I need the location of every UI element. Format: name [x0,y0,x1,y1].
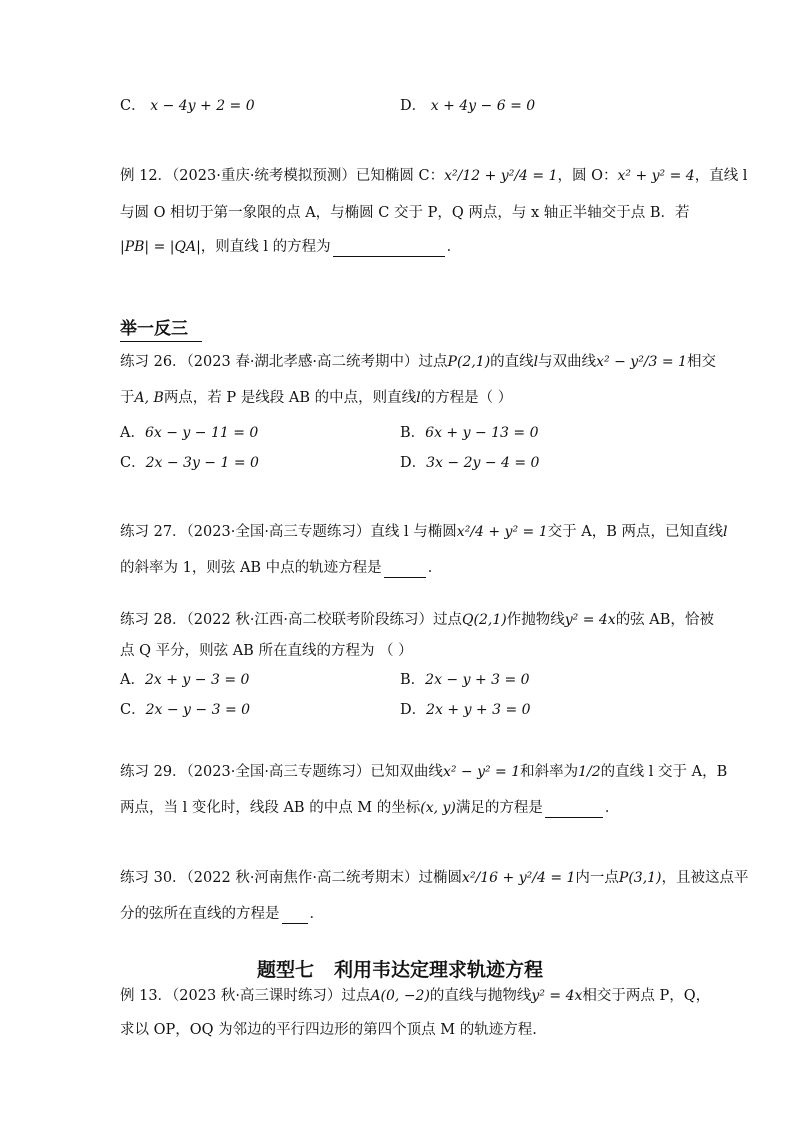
ellipse-formula: x²/12 + y²/4 = 1 [444,168,558,184]
practice-28-option-c[interactable] [120,700,250,720]
option-label: C． [120,455,146,471]
point-formula: Q(2,1) [462,612,507,628]
line-symbol: l [722,524,728,540]
text: 两点，若 P 是线段 AB 的中点，则直线 [163,390,417,406]
option-label: B． [400,672,426,688]
text: ． [604,800,620,816]
practice-28-option-a[interactable] [120,670,249,690]
practice-27-line-2 [120,558,442,578]
text: ，且被这点平 [661,870,749,886]
heading-part-2: 利用韦达定理求轨迹方程 [334,959,544,981]
text: ，圆 O： [557,168,618,184]
text: 练习 30．（2022 秋·河南焦作·高二统考期末）过椭圆 [120,870,463,886]
option-label: B． [400,425,426,441]
option-label: D． [400,455,427,471]
option-formula: 2x − 3y − 1 = 0 [145,455,259,471]
text: ． [446,239,462,255]
example-13-line-1 [120,986,710,1006]
text: 和斜率为 [520,764,579,780]
text: ． [427,560,443,576]
example-12-line-3 [120,237,461,257]
text: ，则直线 l 的方程为 [200,239,331,255]
parabola-formula: y² = 4x [531,988,583,1004]
text: 练习 28．（2022 秋·江西·高二校联考阶段练习）过点 [120,612,463,628]
practice-26-line-1 [120,352,716,372]
option-label: A． [120,672,145,688]
practice-28-line-1 [120,610,714,630]
practice-26-option-b[interactable] [400,423,538,443]
text: 的直线 l 交于 A，B [600,764,728,780]
option-formula: 6x − y − 11 = 0 [144,425,259,441]
example-13-line-2: 求以 OP，OQ 为邻边的平行四边形的第四个顶点 M 的轨迹方程. [120,1022,537,1038]
slope-fraction: 1/2 [578,764,601,780]
text: 练习 27．（2023·全国·高三专题练习）直线 l 与椭圆 [120,524,457,540]
option-formula: 6x + y − 13 = 0 [425,425,539,441]
practice-30-line-1 [120,868,749,888]
text: 的斜率为 1，则弦 AB 中点的轨迹方程是 [120,560,382,576]
text: 交于 A，B 两点，已知直线 [547,524,723,540]
option-formula: 2x + y − 3 = 0 [144,672,250,688]
text: 满足的方程是 [455,800,543,816]
text: 的方程是（ ） [420,390,513,406]
point-formula: P(2,1) [447,354,491,370]
point-formula: A(0, −2) [370,988,430,1004]
text: 分的弦所在直线的方程是 [120,906,280,922]
option-formula: x + 4y − 6 = 0 [430,98,536,114]
option-c-top [120,96,255,116]
text: 相交于两点 P，Q， [582,988,711,1004]
text: ，直线 l [694,168,748,184]
text: ． [309,906,324,922]
option-label: C． [120,702,146,718]
practice-28-line-2: 点 Q 平分，则弦 AB 所在直线的方程为 （ ） [120,643,413,659]
text: 的直线与抛物线 [429,988,532,1004]
option-formula: x − 4y + 2 = 0 [150,98,255,114]
hyperbola-formula: x² − y² = 1 [442,764,521,780]
circle-formula: x² + y² = 4 [617,168,695,184]
answer-blank[interactable] [282,907,308,924]
line-symbol: l [416,390,421,406]
option-formula: 2x − y + 3 = 0 [425,672,530,688]
practice-29-line-1 [120,762,727,782]
ellipse-formula: x²/4 + y² = 1 [456,524,548,540]
answer-blank[interactable] [384,561,426,578]
option-d-top [400,96,535,116]
section-title-underline [120,341,202,342]
line-symbol: l [533,354,539,370]
hyperbola-formula: x² − y²/3 = 1 [596,354,687,370]
text: 例 12．（2023·重庆·统考模拟预测）已知椭圆 C： [120,168,445,184]
answer-blank[interactable] [545,801,603,818]
ellipse-formula: x²/16 + y²/4 = 1 [462,870,576,886]
condition-formula: |PB| = |QA| [120,239,201,255]
heading-part-1: 题型七 [256,959,314,981]
option-label: D． [400,98,427,114]
text: 练习 29．（2023·全国·高三专题练习）已知双曲线 [120,764,443,780]
section-title: 举一反三 [120,319,188,339]
section-heading [0,955,800,982]
text: 于 [120,390,135,406]
option-label: A． [120,425,145,441]
option-formula: 2x − y − 3 = 0 [145,702,251,718]
practice-26-option-d[interactable] [400,453,539,473]
text: 相交 [686,354,716,370]
practice-26-line-2 [120,388,512,408]
text: 例 13．（2023 秋·高三课时练习）过点 [120,988,371,1004]
text: 两点，当 l 变化时，线段 AB 的中点 M 的坐标 [120,800,421,816]
practice-26-option-c[interactable] [120,453,259,473]
answer-blank[interactable] [333,240,445,257]
text: 练习 26．（2023 春·湖北孝感·高二统考期中）过点 [120,354,448,370]
practice-27-line-1 [120,522,727,542]
text: 的弦 AB，恰被 [615,612,714,628]
practice-28-option-b[interactable] [400,670,530,690]
points-formula: A, B [134,390,164,406]
parabola-formula: y² = 4x [564,612,616,628]
text: 的直线 [490,354,534,370]
example-12-line-1 [120,166,747,186]
text: 作抛物线 [506,612,565,628]
practice-26-option-a[interactable] [120,423,258,443]
practice-28-option-d[interactable] [400,700,531,720]
point-formula: P(3,1) [618,870,662,886]
option-formula: 3x − 2y − 4 = 0 [426,455,540,471]
text: 与双曲线 [538,354,597,370]
practice-29-line-2 [120,798,619,818]
option-label: C． [120,98,146,114]
option-formula: 2x + y + 3 = 0 [426,702,531,718]
practice-30-line-2 [120,904,324,924]
option-label: D． [400,702,427,718]
example-12-line-2: 与圆 O 相切于第一象限的点 A，与椭圆 C 交于 P，Q 两点，与 x 轴正半轴交于点 B．若 [120,205,690,221]
coordinate-formula: (x, y) [420,800,456,816]
text: 内一点 [575,870,619,886]
